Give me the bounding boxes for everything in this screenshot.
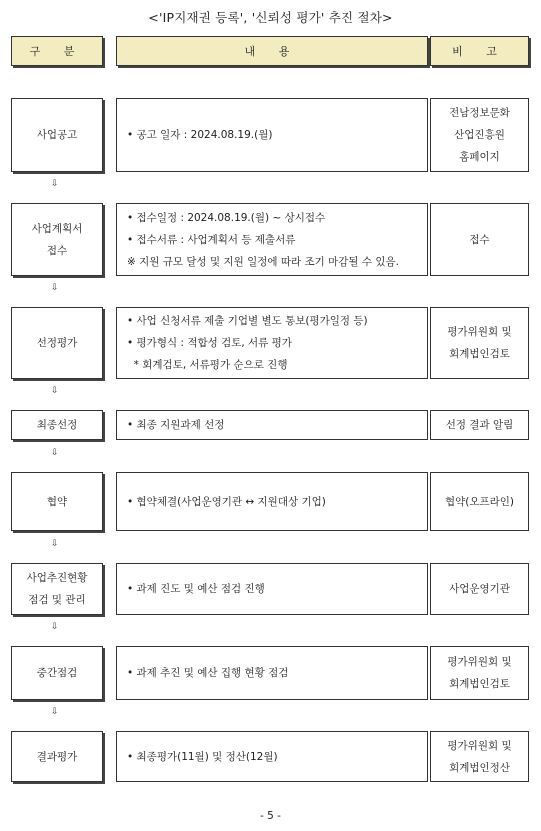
- row-name-label: 협약: [46, 495, 68, 508]
- row-content-result-eval: [116, 731, 428, 782]
- row-name-agreement: [11, 472, 103, 531]
- note-line: 회계법인정산: [449, 761, 510, 774]
- row-name-result-eval: [11, 731, 103, 782]
- content-line: • 접수서류 : 사업계획서 등 제출서류: [127, 233, 296, 246]
- row-name-label: 점검 및 관리: [28, 594, 86, 606]
- header-col-note-label: 비 고: [452, 45, 507, 58]
- down-arrow-icon: ⇩: [51, 386, 59, 396]
- note-line: 홈페이지: [459, 151, 500, 163]
- page-number: - 5 -: [260, 810, 281, 822]
- header-col-content: [116, 36, 428, 66]
- row-note-application: [430, 203, 529, 276]
- row-name-label: 사업공고: [36, 129, 78, 141]
- note-line: 회계법인검토: [449, 678, 510, 690]
- page-title: <'IP지재권 등록', '신뢰성 평가' 추진 절차>: [148, 10, 393, 25]
- row-note-progress-check: [430, 563, 529, 615]
- row-content-announcement: [116, 98, 428, 172]
- down-arrow-icon: ⇩: [51, 283, 59, 293]
- row-content-final-selection: [116, 410, 428, 440]
- row-name-label: 사업계획서: [31, 222, 83, 235]
- content-line: • 접수일정 : 2024.08.19.(월) ~ 상시접수: [127, 211, 326, 224]
- row-name-selection-eval: [11, 307, 103, 379]
- row-note-interim-check: [430, 646, 529, 700]
- note-line: 회계법인검토: [449, 348, 510, 360]
- content-line: • 최종 지원과제 선정: [127, 419, 225, 431]
- content-line: • 평가형식 : 적합성 검토, 서류 평가: [127, 337, 292, 349]
- header-col-note: [430, 36, 529, 66]
- row-note-announcement: [430, 98, 529, 172]
- content-line: • 과제 진도 및 예산 점검 진행: [127, 583, 265, 595]
- note-line: 협약(오프라인): [444, 495, 515, 508]
- content-line: * 회계검토, 서류평가 순으로 진행: [127, 359, 288, 371]
- note-line: 전남정보문화: [449, 107, 510, 119]
- row-name-label: 중간점검: [36, 667, 78, 679]
- row-note-result-eval: [430, 731, 529, 782]
- row-content-selection-eval: [116, 307, 428, 379]
- row-content-progress-check: [116, 563, 428, 615]
- row-name-label: 접수: [46, 244, 68, 257]
- note-line: 산업진흥원: [454, 129, 505, 141]
- row-name-label: 선정평가: [36, 337, 78, 349]
- down-arrow-icon: ⇩: [51, 179, 59, 189]
- row-content-agreement: [116, 472, 428, 531]
- down-arrow-icon: ⇩: [51, 539, 59, 549]
- row-content-application: [116, 203, 428, 276]
- header-col-content-label: 내 용: [244, 45, 300, 58]
- note-line: 사업운영기관: [449, 583, 510, 595]
- note-line: 평가위원회 및: [447, 656, 512, 668]
- content-line: • 최종평가(11월) 및 정산(12월): [127, 750, 278, 763]
- note-line: 평가위원회 및: [447, 326, 512, 338]
- down-arrow-icon: ⇩: [51, 707, 59, 717]
- row-name-label: 최종선정: [36, 419, 78, 431]
- row-name-label: 사업추진현황: [26, 572, 88, 584]
- content-line: • 협약체결(사업운영기관 ↔ 지원대상 기업): [127, 495, 326, 508]
- row-name-label: 결과평가: [36, 750, 78, 763]
- row-name-progress-check: [11, 563, 103, 615]
- row-name-application: [11, 203, 103, 276]
- row-note-selection-eval: [430, 307, 529, 379]
- down-arrow-icon: ⇩: [51, 622, 59, 632]
- down-arrow-icon: ⇩: [51, 448, 59, 458]
- header-col-category-label: 구 분: [29, 45, 85, 58]
- content-line: • 사업 신청서류 제출 기업별 별도 통보(평가일정 등): [127, 315, 368, 327]
- note-line: 접수: [469, 233, 490, 246]
- row-name-announcement: [11, 98, 103, 172]
- content-line: • 공고 일자 : 2024.08.19.(월): [127, 129, 273, 141]
- row-note-agreement: [430, 472, 529, 531]
- row-content-interim-check: [116, 646, 428, 700]
- row-note-final-selection: [430, 410, 529, 440]
- row-name-final-selection: [11, 410, 103, 440]
- row-name-interim-check: [11, 646, 103, 700]
- content-line: • 과제 추진 및 예산 집행 현황 점검: [127, 667, 289, 679]
- note-line: 선정 결과 알림: [445, 419, 514, 431]
- content-line: ※ 지원 규모 달성 및 지원 일정에 따라 조기 마감될 수 있음.: [127, 255, 399, 268]
- header-col-category: [11, 36, 103, 66]
- note-line: 평가위원회 및: [447, 739, 512, 752]
